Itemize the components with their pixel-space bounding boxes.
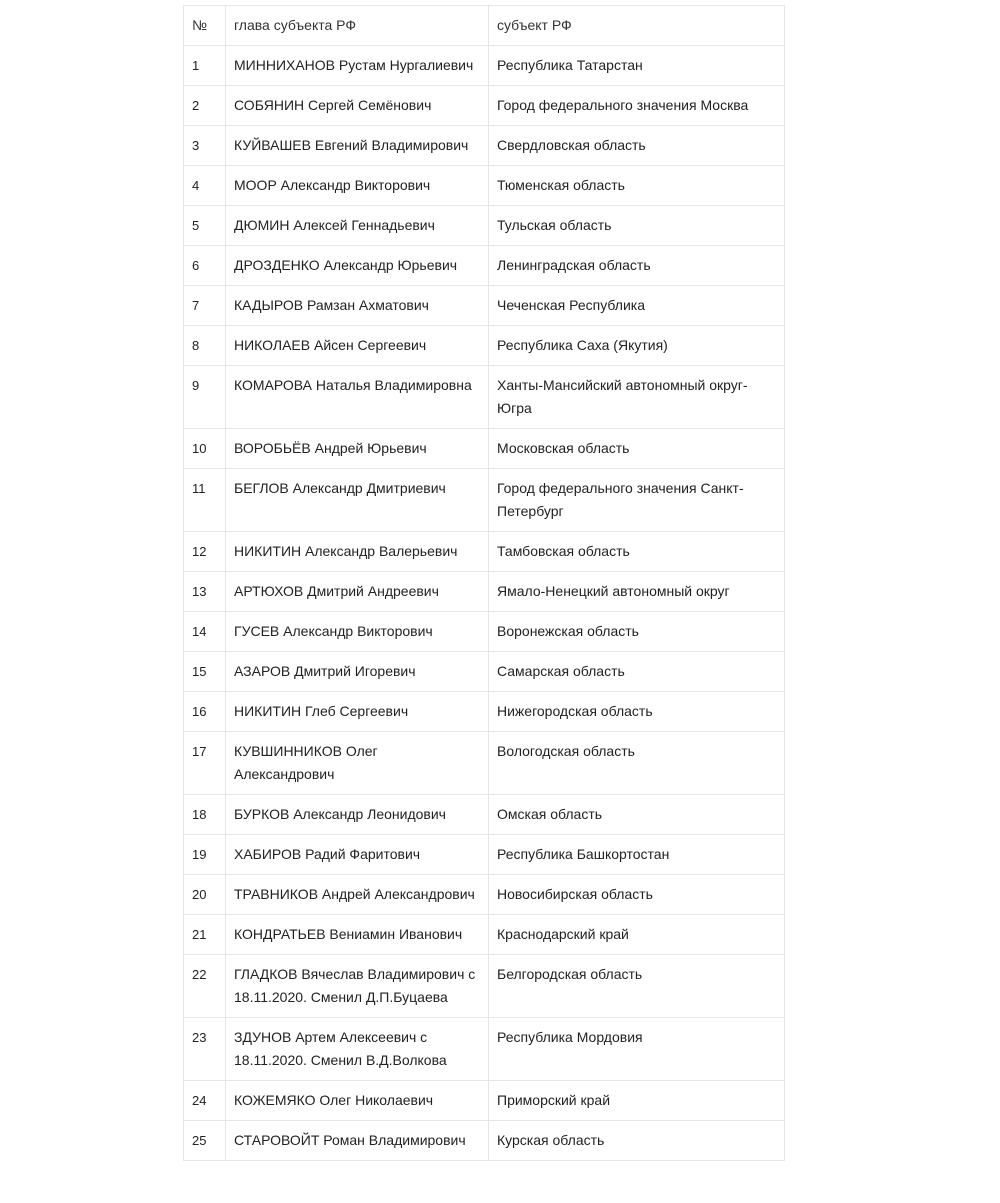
- row-number: 5: [184, 206, 226, 246]
- head-name-cell: МООР Александр Викторович: [226, 166, 489, 206]
- subject-cell: Самарская область: [489, 652, 785, 692]
- head-name-cell: ЗДУНОВ Артем Алексеевич с 18.11.2020. Сменил В.Д.Волкова: [226, 1018, 489, 1081]
- table-row: [184, 206, 785, 246]
- head-name-cell: ДРОЗДЕНКО Александр Юрьевич: [226, 246, 489, 286]
- subject-cell: Республика Башкортостан: [489, 835, 785, 875]
- row-number: 4: [184, 166, 226, 206]
- subject-cell: Чеченская Республика: [489, 286, 785, 326]
- table-row: [184, 366, 785, 429]
- subject-cell: Тамбовская область: [489, 532, 785, 572]
- table-row: [184, 732, 785, 795]
- row-number: 13: [184, 572, 226, 612]
- table-body: [184, 46, 785, 1161]
- head-name-cell: НИКИТИН Александр Валерьевич: [226, 532, 489, 572]
- row-number: 12: [184, 532, 226, 572]
- head-name-cell: ГЛАДКОВ Вячеслав Владимирович с 18.11.2020. Сменил Д.П.Буцаева: [226, 955, 489, 1018]
- subject-cell: Ханты-Мансийский автономный округ-Югра: [489, 366, 785, 429]
- row-number: 14: [184, 612, 226, 652]
- row-number: 16: [184, 692, 226, 732]
- subject-cell: Белгородская область: [489, 955, 785, 1018]
- head-name-cell: КУЙВАШЕВ Евгений Владимирович: [226, 126, 489, 166]
- subject-cell: Московская область: [489, 429, 785, 469]
- row-number: 17: [184, 732, 226, 795]
- table-header: [184, 6, 785, 46]
- head-name-cell: ДЮМИН Алексей Геннадьевич: [226, 206, 489, 246]
- header-row: [184, 6, 785, 46]
- subject-cell: Приморский край: [489, 1081, 785, 1121]
- table-row: [184, 246, 785, 286]
- row-number: 11: [184, 469, 226, 532]
- subject-cell: Республика Татарстан: [489, 46, 785, 86]
- subject-cell: Город федерального значения Москва: [489, 86, 785, 126]
- row-number: 2: [184, 86, 226, 126]
- head-name-cell: ВОРОБЬЁВ Андрей Юрьевич: [226, 429, 489, 469]
- subject-cell: Республика Мордовия: [489, 1018, 785, 1081]
- row-number: 18: [184, 795, 226, 835]
- table-row: [184, 1018, 785, 1081]
- subject-cell: Республика Саха (Якутия): [489, 326, 785, 366]
- table-row: [184, 532, 785, 572]
- table-row: [184, 126, 785, 166]
- subject-cell: Нижегородская область: [489, 692, 785, 732]
- head-name-cell: КУВШИННИКОВ Олег Александрович: [226, 732, 489, 795]
- governors-table: [183, 5, 785, 1161]
- subject-cell: Вологодская область: [489, 732, 785, 795]
- subject-cell: Курская область: [489, 1121, 785, 1161]
- row-number: 25: [184, 1121, 226, 1161]
- row-number: 3: [184, 126, 226, 166]
- table-row: [184, 1081, 785, 1121]
- table-row: [184, 469, 785, 532]
- row-number: 8: [184, 326, 226, 366]
- head-name-cell: БЕГЛОВ Александр Дмитриевич: [226, 469, 489, 532]
- head-name-cell: НИКОЛАЕВ Айсен Сергеевич: [226, 326, 489, 366]
- table-row: [184, 875, 785, 915]
- head-name-cell: АЗАРОВ Дмитрий Игоревич: [226, 652, 489, 692]
- subject-cell: Краснодарский край: [489, 915, 785, 955]
- head-name-cell: КАДЫРОВ Рамзан Ахматович: [226, 286, 489, 326]
- table-row: [184, 652, 785, 692]
- table-row: [184, 915, 785, 955]
- row-number: 9: [184, 366, 226, 429]
- table-row: [184, 955, 785, 1018]
- head-name-cell: АРТЮХОВ Дмитрий Андреевич: [226, 572, 489, 612]
- subject-cell: Омская область: [489, 795, 785, 835]
- head-name-cell: СОБЯНИН Сергей Семёнович: [226, 86, 489, 126]
- header-head-of-subject: глава субъекта РФ: [226, 6, 489, 46]
- row-number: 21: [184, 915, 226, 955]
- table-row: [184, 1121, 785, 1161]
- row-number: 6: [184, 246, 226, 286]
- head-name-cell: КОМАРОВА Наталья Владимировна: [226, 366, 489, 429]
- table-row: [184, 46, 785, 86]
- subject-cell: Тульская область: [489, 206, 785, 246]
- head-name-cell: НИКИТИН Глеб Сергеевич: [226, 692, 489, 732]
- table-row: [184, 692, 785, 732]
- subject-cell: Город федерального значения Санкт-Петербург: [489, 469, 785, 532]
- table-row: [184, 166, 785, 206]
- head-name-cell: МИННИХАНОВ Рустам Нургалиевич: [226, 46, 489, 86]
- row-number: 23: [184, 1018, 226, 1081]
- row-number: 7: [184, 286, 226, 326]
- header-subject: субъект РФ: [489, 6, 785, 46]
- row-number: 19: [184, 835, 226, 875]
- table-row: [184, 795, 785, 835]
- subject-cell: Воронежская область: [489, 612, 785, 652]
- head-name-cell: КОНДРАТЬЕВ Вениамин Иванович: [226, 915, 489, 955]
- subject-cell: Ямало-Ненецкий автономный округ: [489, 572, 785, 612]
- head-name-cell: СТАРОВОЙТ Роман Владимирович: [226, 1121, 489, 1161]
- head-name-cell: ХАБИРОВ Радий Фаритович: [226, 835, 489, 875]
- row-number: 22: [184, 955, 226, 1018]
- row-number: 1: [184, 46, 226, 86]
- row-number: 15: [184, 652, 226, 692]
- table-row: [184, 86, 785, 126]
- head-name-cell: ТРАВНИКОВ Андрей Александрович: [226, 875, 489, 915]
- header-number: №: [184, 6, 226, 46]
- table-row: [184, 429, 785, 469]
- row-number: 20: [184, 875, 226, 915]
- head-name-cell: ГУСЕВ Александр Викторович: [226, 612, 489, 652]
- row-number: 24: [184, 1081, 226, 1121]
- table-row: [184, 835, 785, 875]
- table-row: [184, 326, 785, 366]
- subject-cell: Тюменская область: [489, 166, 785, 206]
- subject-cell: Новосибирская область: [489, 875, 785, 915]
- table-row: [184, 286, 785, 326]
- head-name-cell: БУРКОВ Александр Леонидович: [226, 795, 489, 835]
- head-name-cell: КОЖЕМЯКО Олег Николаевич: [226, 1081, 489, 1121]
- table-row: [184, 612, 785, 652]
- subject-cell: Свердловская область: [489, 126, 785, 166]
- subject-cell: Ленинградская область: [489, 246, 785, 286]
- table-row: [184, 572, 785, 612]
- row-number: 10: [184, 429, 226, 469]
